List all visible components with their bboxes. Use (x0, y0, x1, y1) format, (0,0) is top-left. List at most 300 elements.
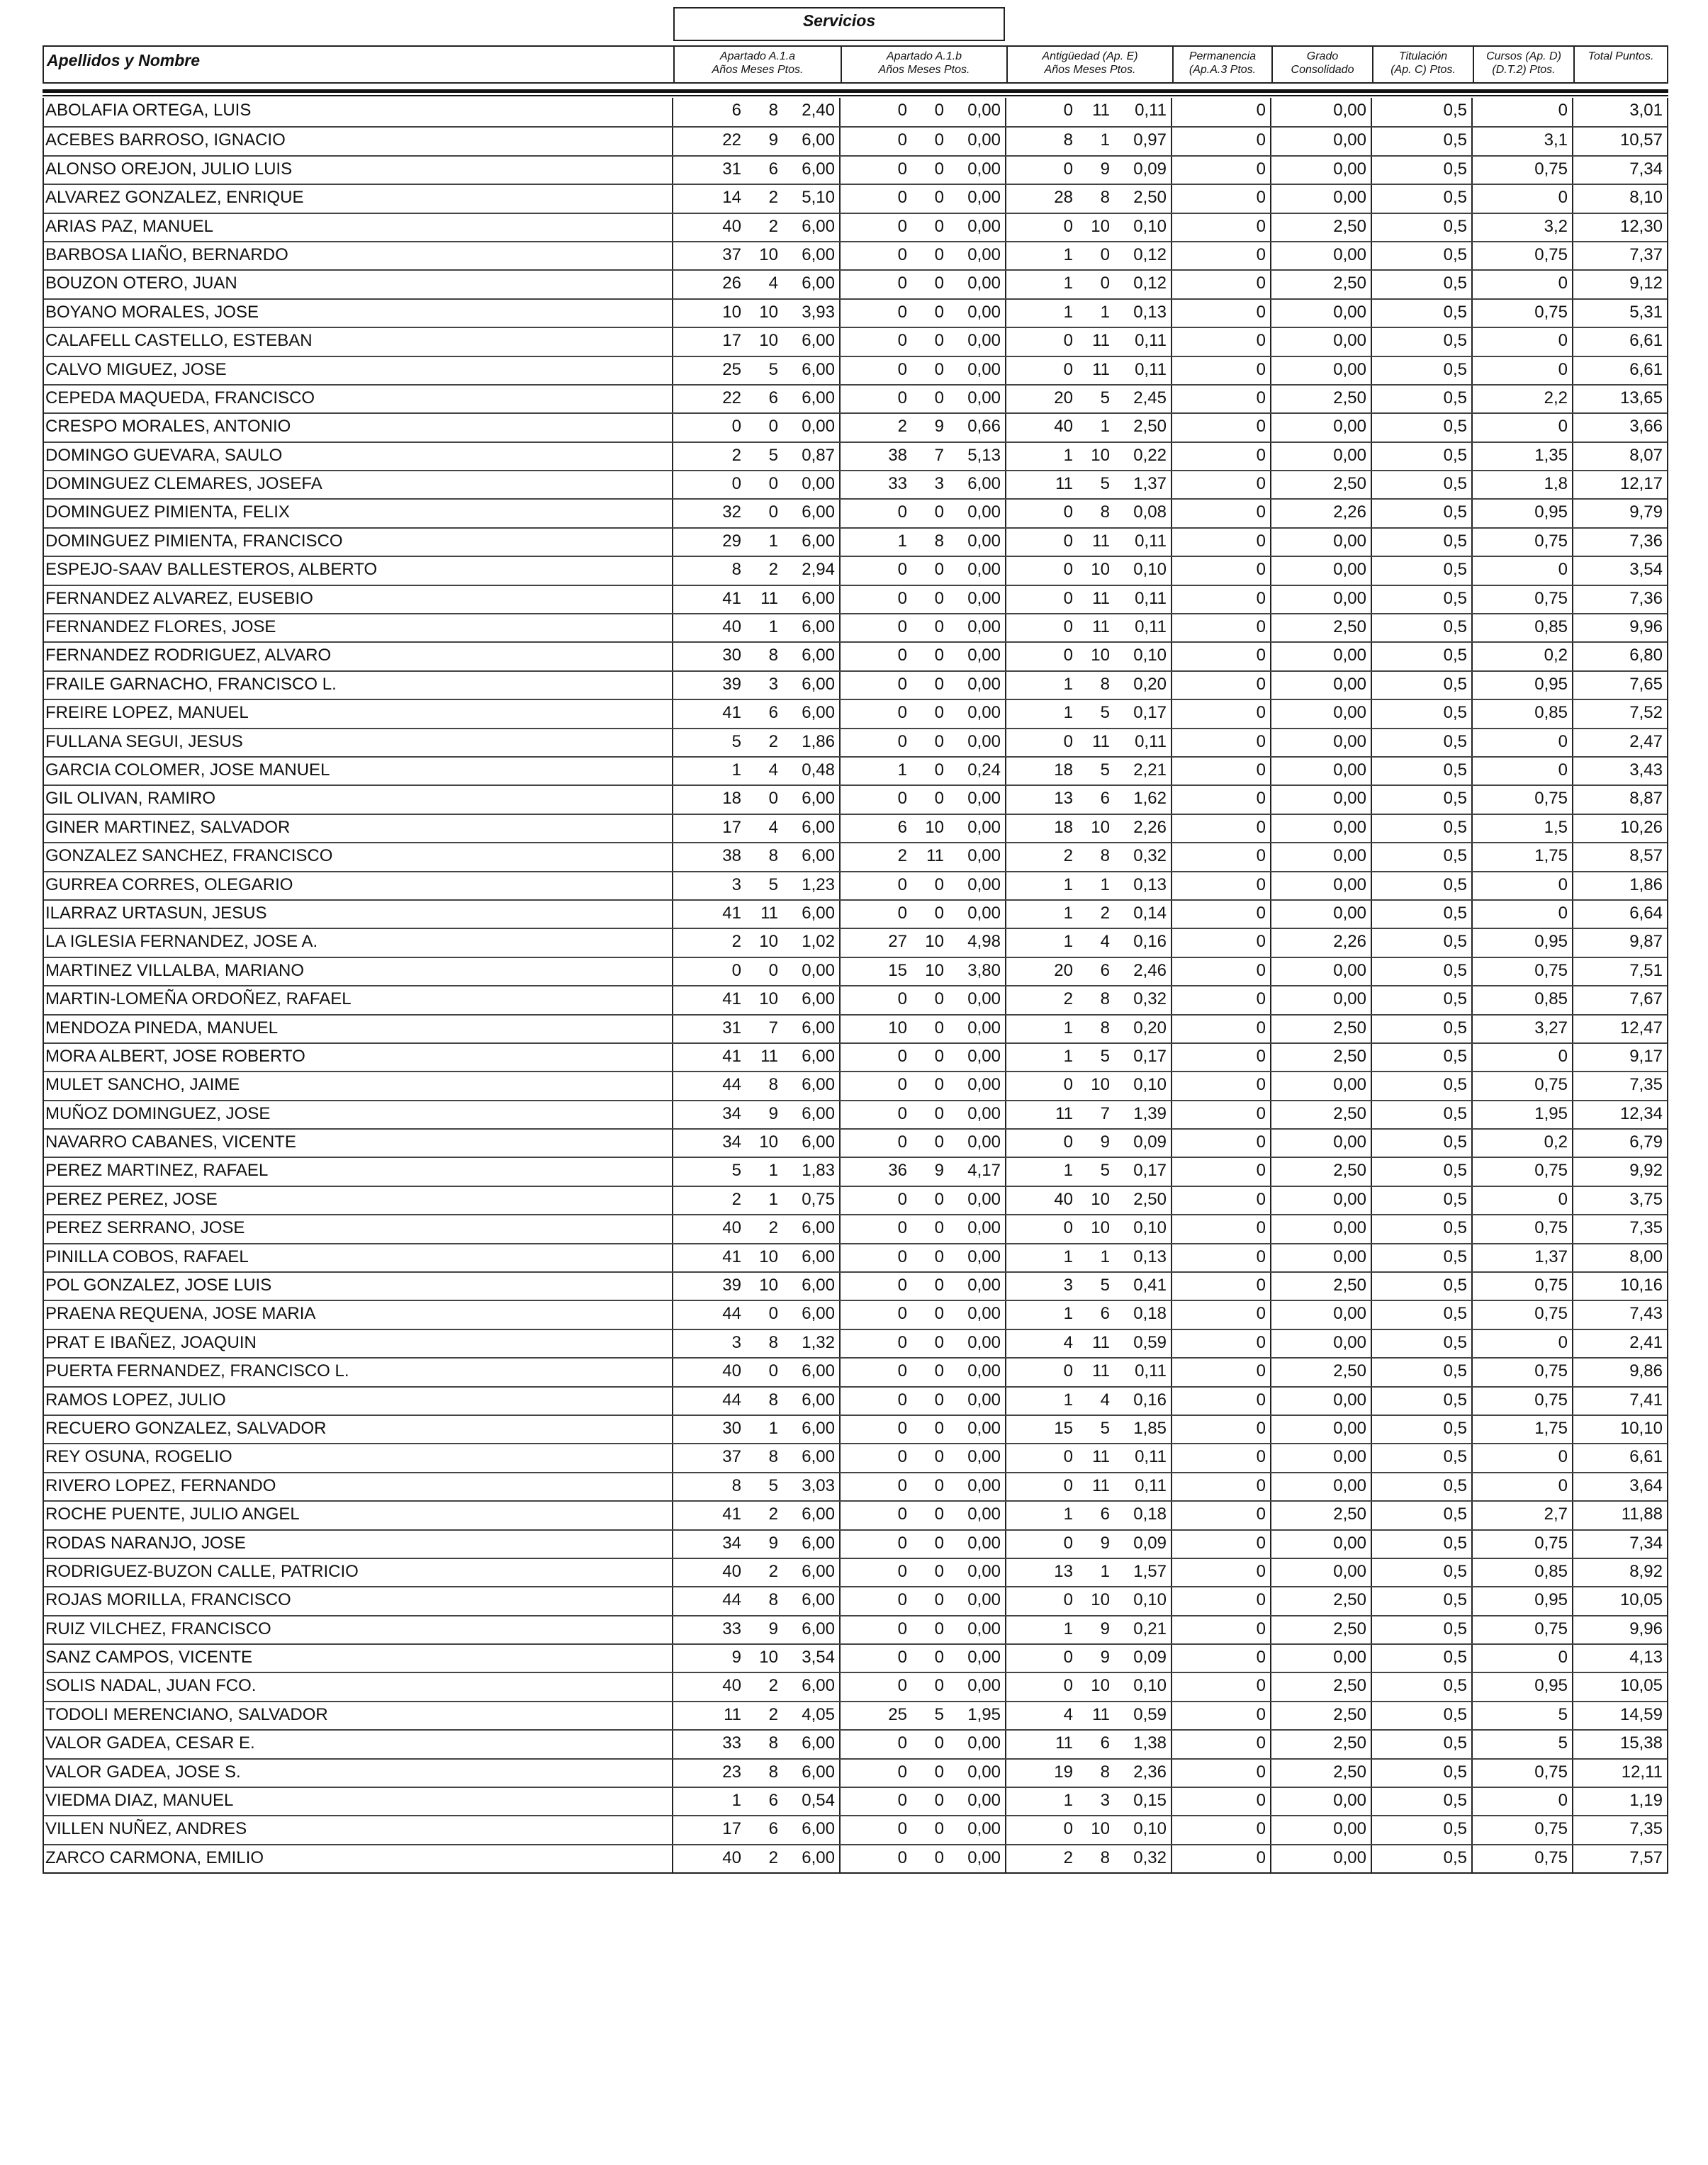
cell-cursos: 0 (1471, 1788, 1571, 1815)
cell-a1a-points: 6,00 (802, 502, 835, 522)
cell-name: MENDOZA PINEDA, MANUEL (45, 1018, 279, 1037)
cell-cursos: 0 (1471, 98, 1571, 126)
cell-titulacion: 0,5 (1371, 586, 1470, 613)
table-row (44, 1586, 1667, 1614)
cell-a1b-months: 0 (934, 331, 944, 351)
cell-ant-points: 0,10 (1133, 1676, 1167, 1696)
cell-a1a-points: 1,02 (802, 932, 835, 952)
cell-a1b-months: 0 (934, 760, 944, 780)
cell-titulacion: 0,5 (1371, 1130, 1470, 1157)
cell-ant-points: 1,57 (1133, 1561, 1167, 1581)
cell-a1a-months: 5 (768, 359, 778, 379)
cell-ant-points: 0,10 (1133, 1590, 1167, 1610)
cell-ant-points: 0,12 (1133, 244, 1167, 264)
cell-permanencia: 0 (1171, 1330, 1269, 1357)
cell-a1a-months: 8 (768, 1075, 778, 1095)
cell-a1a-years: 41 (672, 1502, 744, 1529)
cell-total: 9,86 (1572, 1359, 1665, 1385)
cell-a1a-years: 40 (672, 1559, 744, 1586)
cell-a1a-years: 14 (672, 185, 744, 212)
table-row (44, 1415, 1667, 1443)
cell-ant-points: 0,20 (1133, 1018, 1167, 1037)
grado-subtitle: Consolidado (1291, 64, 1354, 76)
cell-a1b-points: 0,00 (967, 1418, 1001, 1438)
table-row (44, 699, 1667, 727)
cell-a1a-months: 11 (760, 588, 778, 608)
cell-total: 7,35 (1572, 1816, 1665, 1843)
cell-a1a-months: 2 (768, 560, 778, 580)
cell-a1a-points: 6,00 (802, 388, 835, 407)
cell-ant-points: 0,10 (1133, 216, 1167, 236)
cell-name: VIEDMA DIAZ, MANUEL (45, 1791, 234, 1811)
cell-a1a-years: 40 (672, 1673, 744, 1700)
cell-a1a-months: 6 (768, 1819, 778, 1839)
cell-a1b-months: 0 (934, 789, 944, 809)
cell-a1b-months: 0 (934, 502, 944, 522)
cell-a1b-points: 0,00 (967, 989, 1001, 1009)
cell-a1b-months: 0 (934, 1332, 944, 1352)
cell-a1a-years: 6 (672, 98, 744, 126)
cell-titulacion: 0,5 (1371, 471, 1470, 498)
cell-a1b-points: 0,00 (967, 903, 1001, 923)
cell-grado: 0,00 (1270, 414, 1369, 441)
cell-a1b-years: 0 (839, 271, 910, 298)
cell-total: 10,05 (1572, 1587, 1665, 1614)
cell-titulacion: 0,5 (1371, 1531, 1470, 1558)
cell-cursos: 2,7 (1471, 1502, 1571, 1529)
cell-ant-months: 11 (1092, 731, 1110, 751)
cell-ant-months: 9 (1100, 159, 1110, 179)
cell-grado: 2,26 (1270, 500, 1369, 527)
cell-cursos: 0 (1471, 557, 1571, 584)
cell-a1a-months: 0 (768, 502, 778, 522)
table-row (44, 728, 1667, 756)
cell-a1a-points: 6,00 (802, 1762, 835, 1782)
cell-a1b-points: 0,00 (967, 159, 1001, 179)
cell-a1a-points: 6,00 (802, 703, 835, 723)
cell-a1a-months: 2 (768, 1848, 778, 1867)
cell-a1b-months: 0 (934, 302, 944, 322)
cell-name: TODOLI MERENCIANO, SALVADOR (45, 1704, 328, 1724)
cell-titulacion: 0,5 (1371, 672, 1470, 699)
cursos-subtitle: (D.T.2) Ptos. (1492, 64, 1556, 76)
table-row (44, 1615, 1667, 1643)
cell-grado: 2,50 (1270, 271, 1369, 298)
cell-total: 5,31 (1572, 300, 1665, 327)
cell-a1b-years: 27 (839, 929, 910, 956)
cell-cursos: 0 (1471, 901, 1571, 928)
cell-grado: 0,00 (1270, 529, 1369, 556)
table-row (44, 928, 1667, 956)
cell-ant-years: 0 (1005, 98, 1076, 126)
cell-ant-months: 0 (1100, 244, 1110, 264)
cell-a1a-years: 5 (672, 729, 744, 756)
a1b-subtitle: Años Meses Ptos. (878, 64, 970, 76)
a1a-column-header (673, 47, 841, 82)
cell-a1b-months: 0 (934, 1791, 944, 1811)
cell-a1a-years: 2 (672, 443, 744, 470)
table-row (44, 1214, 1667, 1242)
cell-permanencia: 0 (1171, 1359, 1269, 1385)
cell-a1a-years: 33 (672, 1616, 744, 1643)
cell-a1b-months: 0 (934, 1848, 944, 1867)
cell-total: 9,96 (1572, 614, 1665, 641)
cell-a1b-months: 0 (934, 1590, 944, 1610)
cell-cursos: 0,75 (1471, 1845, 1571, 1872)
cell-a1b-months: 10 (925, 817, 944, 837)
cell-a1a-years: 10 (672, 300, 744, 327)
cell-grado: 0,00 (1270, 128, 1369, 154)
table-row (44, 1472, 1667, 1500)
cell-a1b-months: 0 (934, 989, 944, 1009)
cell-cursos: 3,27 (1471, 1016, 1571, 1042)
cell-total: 9,79 (1572, 500, 1665, 527)
cell-a1b-months: 0 (934, 646, 944, 665)
cell-grado: 0,00 (1270, 157, 1369, 184)
cell-cursos: 0,75 (1471, 1616, 1571, 1643)
cell-a1a-months: 6 (768, 1791, 778, 1811)
cell-a1a-months: 4 (768, 760, 778, 780)
cell-titulacion: 0,5 (1371, 1301, 1470, 1328)
cell-a1b-points: 0,00 (967, 1791, 1001, 1811)
cell-a1b-years: 0 (839, 1473, 910, 1500)
cell-cursos: 0 (1471, 357, 1571, 384)
cell-total: 9,92 (1572, 1158, 1665, 1185)
cell-ant-years: 11 (1005, 471, 1076, 498)
table-row (44, 613, 1667, 641)
cell-ant-months: 5 (1100, 1418, 1110, 1438)
cell-titulacion: 0,5 (1371, 1444, 1470, 1471)
cell-name: DOMINGUEZ CLEMARES, JOSEFA (45, 474, 322, 494)
cell-grado: 0,00 (1270, 1244, 1369, 1271)
cell-cursos: 1,95 (1471, 1101, 1571, 1128)
cell-ant-months: 11 (1092, 1361, 1110, 1381)
cell-a1a-points: 6,00 (802, 646, 835, 665)
cell-a1b-months: 0 (934, 674, 944, 694)
cell-a1b-months: 0 (934, 1676, 944, 1696)
cell-titulacion: 0,5 (1371, 557, 1470, 584)
cell-titulacion: 0,5 (1371, 1187, 1470, 1214)
cell-a1b-points: 0,00 (967, 1648, 1001, 1668)
cell-name: ROJAS MORILLA, FRANCISCO (45, 1590, 291, 1610)
cell-ant-months: 11 (1092, 531, 1110, 551)
cell-grado: 0,00 (1270, 1072, 1369, 1099)
cell-a1b-years: 0 (839, 214, 910, 241)
cell-a1b-years: 0 (839, 586, 910, 613)
table-row (44, 1701, 1667, 1729)
cell-cursos: 0 (1471, 185, 1571, 212)
cell-a1b-points: 0,00 (967, 588, 1001, 608)
cell-a1a-months: 11 (760, 1046, 778, 1066)
cell-a1b-points: 0,00 (967, 1533, 1001, 1553)
cell-ant-years: 1 (1005, 300, 1076, 327)
cell-permanencia: 0 (1171, 586, 1269, 613)
cell-ant-months: 11 (1092, 588, 1110, 608)
cell-a1b-months: 9 (934, 1161, 944, 1181)
cell-titulacion: 0,5 (1371, 1244, 1470, 1271)
cell-name: VALOR GADEA, JOSE S. (45, 1762, 241, 1782)
cell-ant-points: 0,11 (1135, 588, 1167, 608)
cell-a1b-months: 0 (934, 244, 944, 264)
cell-a1b-points: 0,00 (967, 846, 1001, 866)
cell-ant-points: 0,09 (1133, 1132, 1167, 1152)
cell-permanencia: 0 (1171, 1845, 1269, 1872)
cell-cursos: 0,95 (1471, 1673, 1571, 1700)
cell-a1a-points: 6,00 (802, 331, 835, 351)
cell-ant-months: 5 (1100, 474, 1110, 494)
cell-a1b-points: 0,00 (967, 1561, 1001, 1581)
cell-titulacion: 0,5 (1371, 958, 1470, 985)
cell-ant-years: 1 (1005, 1301, 1076, 1328)
table-row (44, 98, 1667, 126)
cell-a1a-years: 5 (672, 1158, 744, 1185)
cell-name: RIVERO LOPEZ, FERNANDO (45, 1475, 276, 1495)
cell-a1b-points: 0,66 (967, 417, 1001, 437)
cell-ant-months: 6 (1100, 1505, 1110, 1524)
cell-ant-months: 1 (1100, 875, 1110, 894)
cell-a1b-years: 0 (839, 1187, 910, 1214)
cell-ant-months: 8 (1100, 1762, 1110, 1782)
cell-titulacion: 0,5 (1371, 214, 1470, 241)
cell-a1a-years: 39 (672, 1273, 744, 1300)
cell-permanencia: 0 (1171, 1473, 1269, 1500)
cell-ant-months: 9 (1100, 1533, 1110, 1553)
table-row (44, 1758, 1667, 1787)
cell-a1b-months: 0 (934, 188, 944, 208)
cell-a1b-points: 4,17 (967, 1161, 1001, 1181)
cell-total: 7,65 (1572, 672, 1665, 699)
cell-titulacion: 0,5 (1371, 1760, 1470, 1787)
cell-grado: 2,50 (1270, 471, 1369, 498)
cell-titulacion: 0,5 (1371, 1645, 1470, 1672)
cell-a1a-months: 2 (768, 1218, 778, 1238)
cell-ant-months: 10 (1091, 1189, 1110, 1209)
cell-name: GINER MARTINEZ, SALVADOR (45, 817, 291, 837)
table-row (44, 1443, 1667, 1471)
cell-a1a-years: 41 (672, 901, 744, 928)
cell-ant-years: 1 (1005, 242, 1076, 269)
cell-ant-months: 11 (1092, 101, 1110, 120)
cell-ant-months: 5 (1100, 703, 1110, 723)
cell-grado: 2,50 (1270, 1273, 1369, 1300)
cell-ant-months: 11 (1092, 1704, 1110, 1724)
cell-a1a-points: 3,03 (802, 1475, 835, 1495)
cell-a1b-years: 0 (839, 1673, 910, 1700)
cell-a1b-points: 0,00 (967, 1075, 1001, 1095)
table-row (44, 498, 1667, 527)
cell-cursos: 0,95 (1471, 929, 1571, 956)
cell-total: 8,57 (1572, 843, 1665, 870)
cell-a1a-points: 5,10 (802, 188, 835, 208)
cell-cursos: 5 (1471, 1702, 1571, 1729)
cell-a1a-years: 34 (672, 1130, 744, 1157)
cell-a1b-months: 0 (934, 1018, 944, 1037)
cell-ant-points: 0,11 (1135, 331, 1167, 351)
cell-a1a-months: 7 (768, 1018, 778, 1037)
cell-a1a-months: 8 (768, 1733, 778, 1753)
cell-a1a-points: 6,00 (802, 1619, 835, 1638)
cell-name: POL GONZALEZ, JOSE LUIS (45, 1276, 272, 1295)
antiguedad-column-header (1006, 47, 1172, 82)
cell-ant-points: 0,13 (1133, 875, 1167, 894)
cell-a1a-points: 0,48 (802, 760, 835, 780)
cell-ant-years: 1 (1005, 1158, 1076, 1185)
cell-a1a-years: 37 (672, 242, 744, 269)
cell-cursos: 0,75 (1471, 529, 1571, 556)
cell-name: MARTIN-LOMEÑA ORDOÑEZ, RAFAEL (45, 989, 352, 1009)
cell-a1a-points: 3,93 (802, 302, 835, 322)
a1b-title: Apartado A.1.b (886, 50, 962, 62)
cell-a1b-years: 0 (839, 1273, 910, 1300)
cell-a1b-months: 0 (934, 101, 944, 120)
cell-grado: 0,00 (1270, 729, 1369, 756)
cell-ant-years: 0 (1005, 1359, 1076, 1385)
cell-cursos: 1,35 (1471, 443, 1571, 470)
cell-permanencia: 0 (1171, 986, 1269, 1013)
cell-ant-years: 1 (1005, 1388, 1076, 1415)
cell-a1a-months: 1 (768, 1161, 778, 1181)
cell-permanencia: 0 (1171, 929, 1269, 956)
cell-a1b-months: 10 (925, 932, 944, 952)
cell-permanencia: 0 (1171, 729, 1269, 756)
cell-titulacion: 0,5 (1371, 271, 1470, 298)
cell-name: CALAFELL CASTELLO, ESTEBAN (45, 331, 313, 351)
cell-cursos: 1,8 (1471, 471, 1571, 498)
cell-permanencia: 0 (1171, 614, 1269, 641)
cell-name: ILARRAZ URTASUN, JESUS (45, 903, 267, 923)
table-row (44, 1042, 1667, 1071)
cell-a1b-points: 0,00 (967, 1332, 1001, 1352)
cell-a1a-months: 2 (768, 1561, 778, 1581)
cell-a1a-points: 6,00 (802, 1304, 835, 1324)
cell-total: 7,51 (1572, 958, 1665, 985)
cell-a1a-months: 10 (759, 1247, 778, 1266)
cell-grado: 0,00 (1270, 1816, 1369, 1843)
cell-total: 7,36 (1572, 529, 1665, 556)
cell-cursos: 0,75 (1471, 1273, 1571, 1300)
cell-ant-points: 0,10 (1133, 1819, 1167, 1839)
cell-ant-years: 2 (1005, 1845, 1076, 1872)
table-row (44, 327, 1667, 355)
cell-a1a-months: 5 (768, 445, 778, 465)
cell-ant-months: 9 (1100, 1648, 1110, 1668)
cell-grado: 0,00 (1270, 1788, 1369, 1815)
cell-ant-months: 9 (1100, 1132, 1110, 1152)
cell-a1a-months: 0 (768, 474, 778, 494)
cell-a1a-years: 41 (672, 986, 744, 1013)
cell-name: DOMINGO GUEVARA, SAULO (45, 445, 283, 465)
table-row (44, 871, 1667, 899)
cell-permanencia: 0 (1171, 1273, 1269, 1300)
cell-ant-years: 28 (1005, 185, 1076, 212)
servicios-header: Servicios (673, 7, 1005, 41)
table-row (44, 1014, 1667, 1042)
cell-cursos: 0,75 (1471, 1760, 1571, 1787)
cell-a1a-months: 4 (768, 817, 778, 837)
cell-a1b-years: 0 (839, 1044, 910, 1071)
cell-a1a-years: 44 (672, 1072, 744, 1099)
cell-ant-points: 0,21 (1133, 1619, 1167, 1638)
cell-a1a-months: 8 (768, 1762, 778, 1782)
cell-grado: 0,00 (1270, 758, 1369, 785)
cell-a1a-months: 10 (759, 302, 778, 322)
cell-a1b-points: 3,80 (967, 960, 1001, 980)
cell-name: PINILLA COBOS, RAFAEL (45, 1247, 249, 1266)
cell-ant-points: 0,17 (1133, 1161, 1167, 1181)
cell-ant-points: 0,12 (1133, 274, 1167, 293)
cell-a1a-points: 0,75 (802, 1189, 835, 1209)
cell-ant-years: 0 (1005, 1130, 1076, 1157)
cell-total: 2,47 (1572, 729, 1665, 756)
cell-grado: 2,50 (1270, 1502, 1369, 1529)
cell-a1b-points: 0,00 (967, 1361, 1001, 1381)
cell-a1b-years: 0 (839, 1845, 910, 1872)
cell-cursos: 0 (1471, 1044, 1571, 1071)
cell-a1b-months: 0 (934, 130, 944, 150)
cell-ant-years: 1 (1005, 1244, 1076, 1271)
cell-a1a-points: 6,00 (802, 359, 835, 379)
cell-a1b-points: 0,00 (967, 388, 1001, 407)
cell-permanencia: 0 (1171, 214, 1269, 241)
cell-total: 3,01 (1572, 98, 1665, 126)
cell-cursos: 0 (1471, 414, 1571, 441)
cell-permanencia: 0 (1171, 357, 1269, 384)
cell-a1b-years: 0 (839, 1215, 910, 1242)
cell-permanencia: 0 (1171, 1187, 1269, 1214)
cell-permanencia: 0 (1171, 901, 1269, 928)
cell-a1a-points: 6,00 (802, 1505, 835, 1524)
cell-ant-months: 10 (1091, 1676, 1110, 1696)
cell-total: 3,64 (1572, 1473, 1665, 1500)
cell-ant-years: 1 (1005, 901, 1076, 928)
cell-total: 3,75 (1572, 1187, 1665, 1214)
cell-permanencia: 0 (1171, 328, 1269, 355)
cell-a1b-points: 0,00 (967, 188, 1001, 208)
cell-a1a-years: 31 (672, 1016, 744, 1042)
cell-total: 7,34 (1572, 157, 1665, 184)
table-row (44, 126, 1667, 154)
cell-total: 7,36 (1572, 586, 1665, 613)
cell-a1b-months: 7 (934, 445, 944, 465)
cell-cursos: 1,37 (1471, 1244, 1571, 1271)
cell-a1b-years: 0 (839, 672, 910, 699)
cell-titulacion: 0,5 (1371, 1702, 1470, 1729)
cell-a1a-years: 37 (672, 1444, 744, 1471)
cell-titulacion: 0,5 (1371, 986, 1470, 1013)
cell-ant-months: 10 (1091, 646, 1110, 665)
cell-a1a-points: 6,00 (802, 216, 835, 236)
cell-a1a-years: 17 (672, 1816, 744, 1843)
cell-ant-months: 1 (1100, 130, 1110, 150)
cell-cursos: 0,75 (1471, 1531, 1571, 1558)
table-row (44, 1386, 1667, 1415)
cell-titulacion: 0,5 (1371, 729, 1470, 756)
cell-name: SOLIS NADAL, JUAN FCO. (45, 1676, 257, 1696)
cell-a1a-months: 10 (759, 1648, 778, 1668)
cell-grado: 2,50 (1270, 1702, 1369, 1729)
name-column-header: Apellidos y Nombre (47, 51, 200, 69)
cell-a1b-years: 36 (839, 1158, 910, 1185)
cell-ant-months: 1 (1100, 1247, 1110, 1266)
cell-name: ACEBES BARROSO, IGNACIO (45, 130, 286, 150)
cell-ant-years: 0 (1005, 1645, 1076, 1672)
cell-permanencia: 0 (1171, 242, 1269, 269)
cell-permanencia: 0 (1171, 1416, 1269, 1443)
cell-a1a-years: 0 (672, 958, 744, 985)
cell-ant-years: 8 (1005, 128, 1076, 154)
cell-a1a-points: 6,00 (802, 1848, 835, 1867)
cell-titulacion: 0,5 (1371, 1359, 1470, 1385)
